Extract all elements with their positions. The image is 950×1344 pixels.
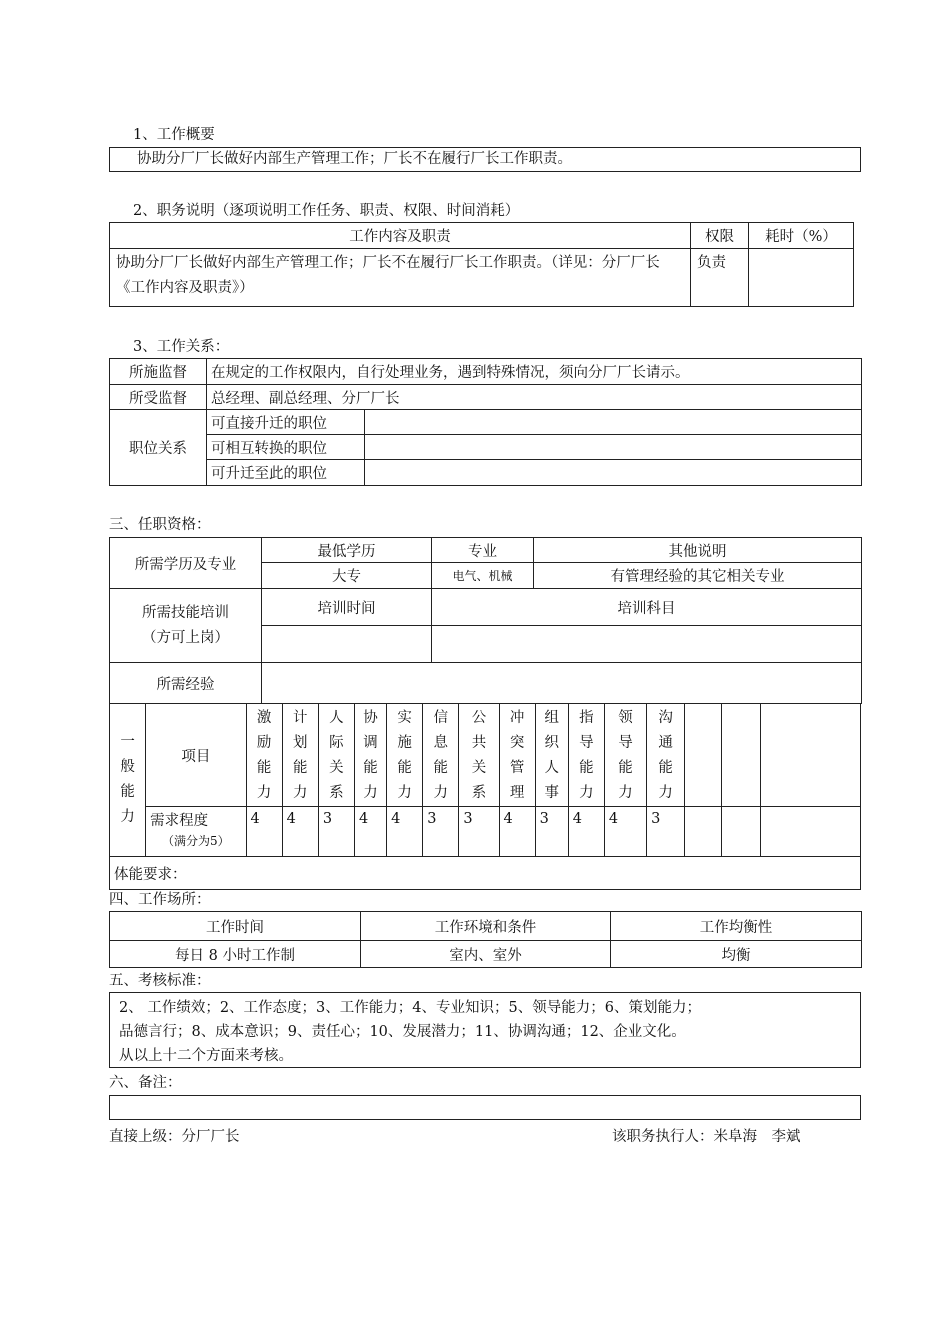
section-work-summary-heading: 1、工作概要 <box>133 127 215 143</box>
skill-char: 力 <box>256 785 272 801</box>
assessment-box <box>109 992 861 1068</box>
workplace-balance-value: 均衡 <box>611 941 862 968</box>
skill-motivation <box>246 704 282 807</box>
supervision-given-value: 在规定的工作权限内，自行处理业务，遇到特殊情况，须向分厂厂长请示。 <box>207 359 862 385</box>
skill-char: 理 <box>509 785 525 801</box>
skill-char: 领 <box>618 710 633 726</box>
experience-value <box>262 663 862 704</box>
skill-char: 系 <box>329 785 344 801</box>
skill-char: 组 <box>544 710 559 726</box>
supervision-received-value: 总经理、副总经理、分厂厂长 <box>207 385 862 410</box>
duties-header-content: 工作内容及职责 <box>110 223 691 249</box>
demand-empty <box>760 807 861 857</box>
education-header-major: 专业 <box>432 538 534 563</box>
remarks-box <box>109 1095 861 1120</box>
training-subject-value <box>432 626 862 663</box>
education-header-min: 最低学历 <box>262 538 432 563</box>
skill-char: 能 <box>397 760 412 776</box>
education-min-value: 大专 <box>262 563 432 589</box>
skill-char: 能 <box>256 760 272 776</box>
section-duties-heading: 2、职务说明（逐项说明工作任务、职责、权限、时间消耗） <box>133 203 520 219</box>
skill-char: 能 <box>618 760 633 776</box>
section-qualifications-heading: 三、任职资格： <box>109 517 211 533</box>
skill-information <box>423 704 459 807</box>
workplace-time-value: 每日 8 小时工作制 <box>110 941 361 968</box>
skill-char: 力 <box>579 785 594 801</box>
section-workplace-heading: 四、工作场所： <box>109 892 211 908</box>
skill-char: 系 <box>471 785 487 801</box>
duties-authority-cell: 负责 <box>691 249 749 307</box>
skill-char: 际 <box>329 735 344 751</box>
skill-char: 实 <box>397 710 412 726</box>
skill-communication <box>647 704 685 807</box>
work-summary-text: 协助分厂厂长做好内部生产管理工作；厂长不在履行厂长工作职责。 <box>137 151 572 167</box>
section-relations-heading: 3、工作关系： <box>133 339 230 355</box>
skill-char: 调 <box>363 735 378 751</box>
training-header-time: 培训时间 <box>262 589 432 626</box>
skill-char: 划 <box>292 735 308 751</box>
skill-char: 施 <box>397 735 412 751</box>
demand-value: 4 <box>282 807 318 857</box>
position-relations-label: 职位关系 <box>110 410 207 486</box>
skill-char: 导 <box>579 735 594 751</box>
skill-public-relations <box>459 704 499 807</box>
relations-table <box>109 358 862 486</box>
skill-char: 关 <box>471 760 487 776</box>
assessment-line: 品德言行；8、成本意识；9、责任心；10、发展潜力；11、协调沟通；12、企业文化。 <box>119 1024 686 1040</box>
training-label-line1: 所需技能培训 <box>142 604 229 621</box>
work-summary-box <box>109 147 861 172</box>
skill-char: 共 <box>471 735 487 751</box>
skill-char: 息 <box>433 735 449 751</box>
relation-transfer-label: 可相互转换的职位 <box>207 435 365 460</box>
assessment-line: 2、 工作绩效；2、工作态度；3、工作能力；4、专业知识；5、领导能力；6、策划能力； <box>119 1000 701 1016</box>
skill-char: 人 <box>329 710 344 726</box>
skill-char: 力 <box>433 785 449 801</box>
demand-label-cell <box>146 807 246 857</box>
position-executor: 该职务执行人：米阜海 李斌 <box>612 1129 801 1145</box>
demand-value: 3 <box>318 807 354 857</box>
physical-requirements: 体能要求： <box>110 857 861 890</box>
skill-char: 力 <box>292 785 308 801</box>
duties-time-cell <box>749 249 854 307</box>
skill-char: 沟 <box>658 710 673 726</box>
demand-value: 4 <box>604 807 646 857</box>
duties-content-cell: 协助分厂厂长做好内部生产管理工作；厂长不在履行厂长工作职责。（详见：分厂厂长《工作内容及职责》） <box>110 249 691 307</box>
training-label-line2: （方可上岗） <box>142 629 229 646</box>
relation-transfer-value <box>365 435 862 460</box>
skill-char: 力 <box>618 785 633 801</box>
skill-empty <box>760 704 861 807</box>
skill-char: 能 <box>658 760 673 776</box>
workplace-header-environment: 工作环境和条件 <box>361 912 611 941</box>
training-label <box>110 589 262 663</box>
skill-char: 信 <box>433 710 449 726</box>
skill-char: 人 <box>544 760 559 776</box>
skill-char: 能 <box>292 760 308 776</box>
skill-empty <box>685 704 722 807</box>
skill-organization-hr <box>535 704 568 807</box>
section-assessment-heading: 五、考核标准： <box>109 973 211 989</box>
demand-value: 4 <box>354 807 386 857</box>
demand-empty <box>722 807 760 857</box>
skill-char: 能 <box>433 760 449 776</box>
skill-char: 通 <box>658 735 673 751</box>
duties-header-authority: 权限 <box>691 223 749 249</box>
skill-char: 力 <box>397 785 412 801</box>
education-major-value: 电气、机械 <box>432 563 534 589</box>
education-label: 所需学历及专业 <box>110 538 262 589</box>
demand-value: 4 <box>246 807 282 857</box>
skill-char: 协 <box>363 710 378 726</box>
demand-note: （满分为5） <box>162 834 230 848</box>
skill-planning <box>282 704 318 807</box>
relation-source-label: 可升迁至此的职位 <box>207 460 365 486</box>
skill-char: 突 <box>509 735 525 751</box>
item-label: 项目 <box>146 704 246 807</box>
experience-label: 所需经验 <box>110 663 262 704</box>
duties-table <box>109 222 854 307</box>
skill-char: 关 <box>329 760 344 776</box>
workplace-environment-value: 室内、室外 <box>361 941 611 968</box>
skill-empty <box>722 704 760 807</box>
skill-char: 管 <box>509 760 525 776</box>
general-ability-char: 力 <box>120 809 135 825</box>
skill-leadership <box>604 704 646 807</box>
demand-value: 3 <box>647 807 685 857</box>
skill-conflict-management <box>499 704 535 807</box>
demand-value: 3 <box>423 807 459 857</box>
relation-source-value <box>365 460 862 486</box>
skill-char: 能 <box>363 760 378 776</box>
workplace-header-balance: 工作均衡性 <box>611 912 862 941</box>
training-time-value <box>262 626 432 663</box>
relation-promotion-label: 可直接升迁的职位 <box>207 410 365 435</box>
general-ability-label <box>110 704 146 857</box>
abilities-table <box>109 703 861 890</box>
general-ability-char: 能 <box>120 784 135 800</box>
supervision-given-label: 所施监督 <box>110 359 207 385</box>
section-remarks-heading: 六、备注： <box>109 1075 182 1091</box>
skill-char: 指 <box>579 710 594 726</box>
skill-char: 冲 <box>509 710 525 726</box>
relation-promotion-value <box>365 410 862 435</box>
demand-value: 4 <box>387 807 423 857</box>
skill-char: 计 <box>292 710 308 726</box>
skill-char: 导 <box>618 735 633 751</box>
qualifications-table-top <box>109 537 862 704</box>
skill-guidance <box>568 704 604 807</box>
skill-char: 织 <box>544 735 559 751</box>
education-other-value: 有管理经验的其它相关专业 <box>534 563 862 589</box>
demand-value: 3 <box>459 807 499 857</box>
skill-char: 事 <box>544 785 559 801</box>
general-ability-char: 一 <box>120 734 135 750</box>
demand-value: 3 <box>535 807 568 857</box>
demand-label: 需求程度 <box>150 813 209 829</box>
skill-char: 公 <box>471 710 487 726</box>
workplace-header-time: 工作时间 <box>110 912 361 941</box>
skill-implementation <box>387 704 423 807</box>
general-ability-char: 般 <box>120 759 135 775</box>
skill-char: 力 <box>658 785 673 801</box>
workplace-table <box>109 911 862 968</box>
training-header-subject: 培训科目 <box>432 589 862 626</box>
education-header-other: 其他说明 <box>534 538 862 563</box>
demand-value: 4 <box>568 807 604 857</box>
skill-char: 励 <box>256 735 272 751</box>
skill-char: 能 <box>579 760 594 776</box>
skill-coordination <box>354 704 386 807</box>
demand-value: 4 <box>499 807 535 857</box>
assessment-line: 从以上十二个方面来考核。 <box>119 1048 293 1064</box>
duties-header-time: 耗时（%） <box>749 223 854 249</box>
demand-empty <box>685 807 722 857</box>
skill-char: 激 <box>256 710 272 726</box>
skill-interpersonal <box>318 704 354 807</box>
supervision-received-label: 所受监督 <box>110 385 207 410</box>
direct-superior: 直接上级：分厂厂长 <box>109 1129 240 1145</box>
skill-char: 力 <box>363 785 378 801</box>
